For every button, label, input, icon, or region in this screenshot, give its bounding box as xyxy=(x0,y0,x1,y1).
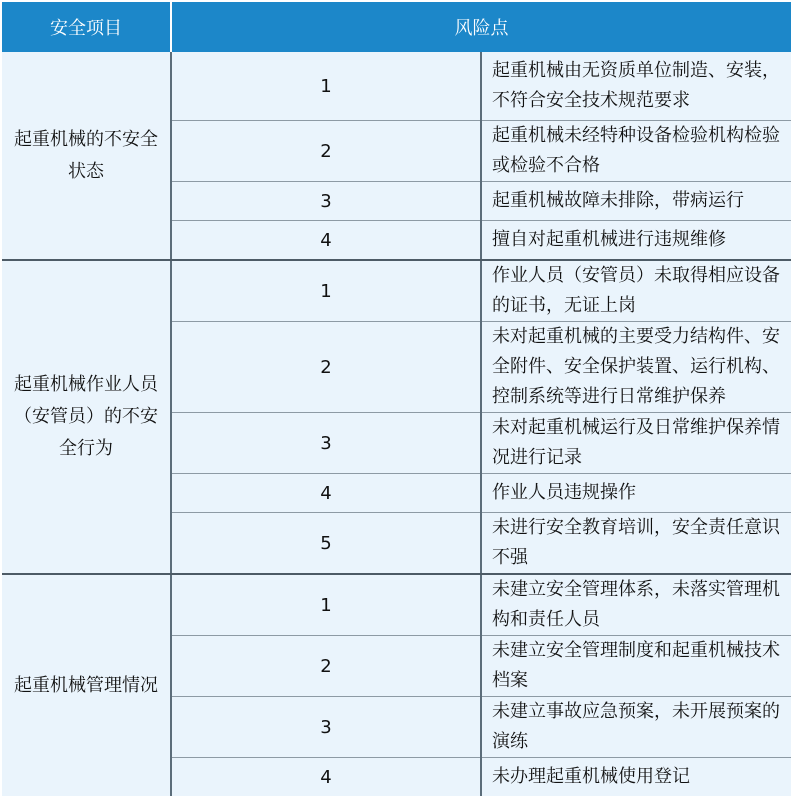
row-number: 2 xyxy=(171,636,481,697)
risk-text: 未建立事故应急预案，未开展预案的演练 xyxy=(481,697,791,758)
risk-text: 作业人员（安管员）未取得相应设备的证书，无证上岗 xyxy=(481,260,791,322)
risk-text: 起重机械故障未排除，带病运行 xyxy=(481,182,791,221)
row-number: 2 xyxy=(171,121,481,182)
row-number: 4 xyxy=(171,221,481,261)
row-number: 4 xyxy=(171,758,481,796)
risk-text: 未进行安全教育培训，安全责任意识不强 xyxy=(481,513,791,575)
risk-text: 未对起重机械的主要受力结构件、安全附件、安全保护装置、运行机构、控制系统等进行日常维护保养 xyxy=(481,322,791,413)
row-number: 1 xyxy=(171,52,481,121)
risk-text: 未建立安全管理体系，未落实管理机构和责任人员 xyxy=(481,574,791,636)
risk-table xyxy=(2,2,791,796)
risk-text: 擅自对起重机械进行违规维修 xyxy=(481,221,791,261)
row-number: 5 xyxy=(171,513,481,575)
table-row xyxy=(2,574,791,636)
risk-text: 起重机械由无资质单位制造、安装，不符合安全技术规范要求 xyxy=(481,52,791,121)
row-number: 4 xyxy=(171,474,481,513)
category-cell: 起重机械作业人员（安管员）的不安全行为 xyxy=(2,260,171,574)
category-cell: 起重机械的不安全状态 xyxy=(2,52,171,260)
risk-text: 未建立安全管理制度和起重机械技术档案 xyxy=(481,636,791,697)
row-number: 3 xyxy=(171,697,481,758)
risk-text: 作业人员违规操作 xyxy=(481,474,791,513)
table-row xyxy=(2,260,791,322)
row-number: 2 xyxy=(171,322,481,413)
risk-text: 未办理起重机械使用登记 xyxy=(481,758,791,796)
row-number: 1 xyxy=(171,574,481,636)
row-number: 1 xyxy=(171,260,481,322)
category-cell: 起重机械管理情况 xyxy=(2,574,171,796)
risk-text: 起重机械未经特种设备检验机构检验或检验不合格 xyxy=(481,121,791,182)
row-number: 3 xyxy=(171,182,481,221)
header-risk: 风险点 xyxy=(171,2,791,52)
table-row xyxy=(2,52,791,121)
table-header-row xyxy=(2,2,791,52)
row-number: 3 xyxy=(171,413,481,474)
risk-text: 未对起重机械运行及日常维护保养情况进行记录 xyxy=(481,413,791,474)
header-category: 安全项目 xyxy=(2,2,171,52)
risk-table-container xyxy=(2,2,791,638)
